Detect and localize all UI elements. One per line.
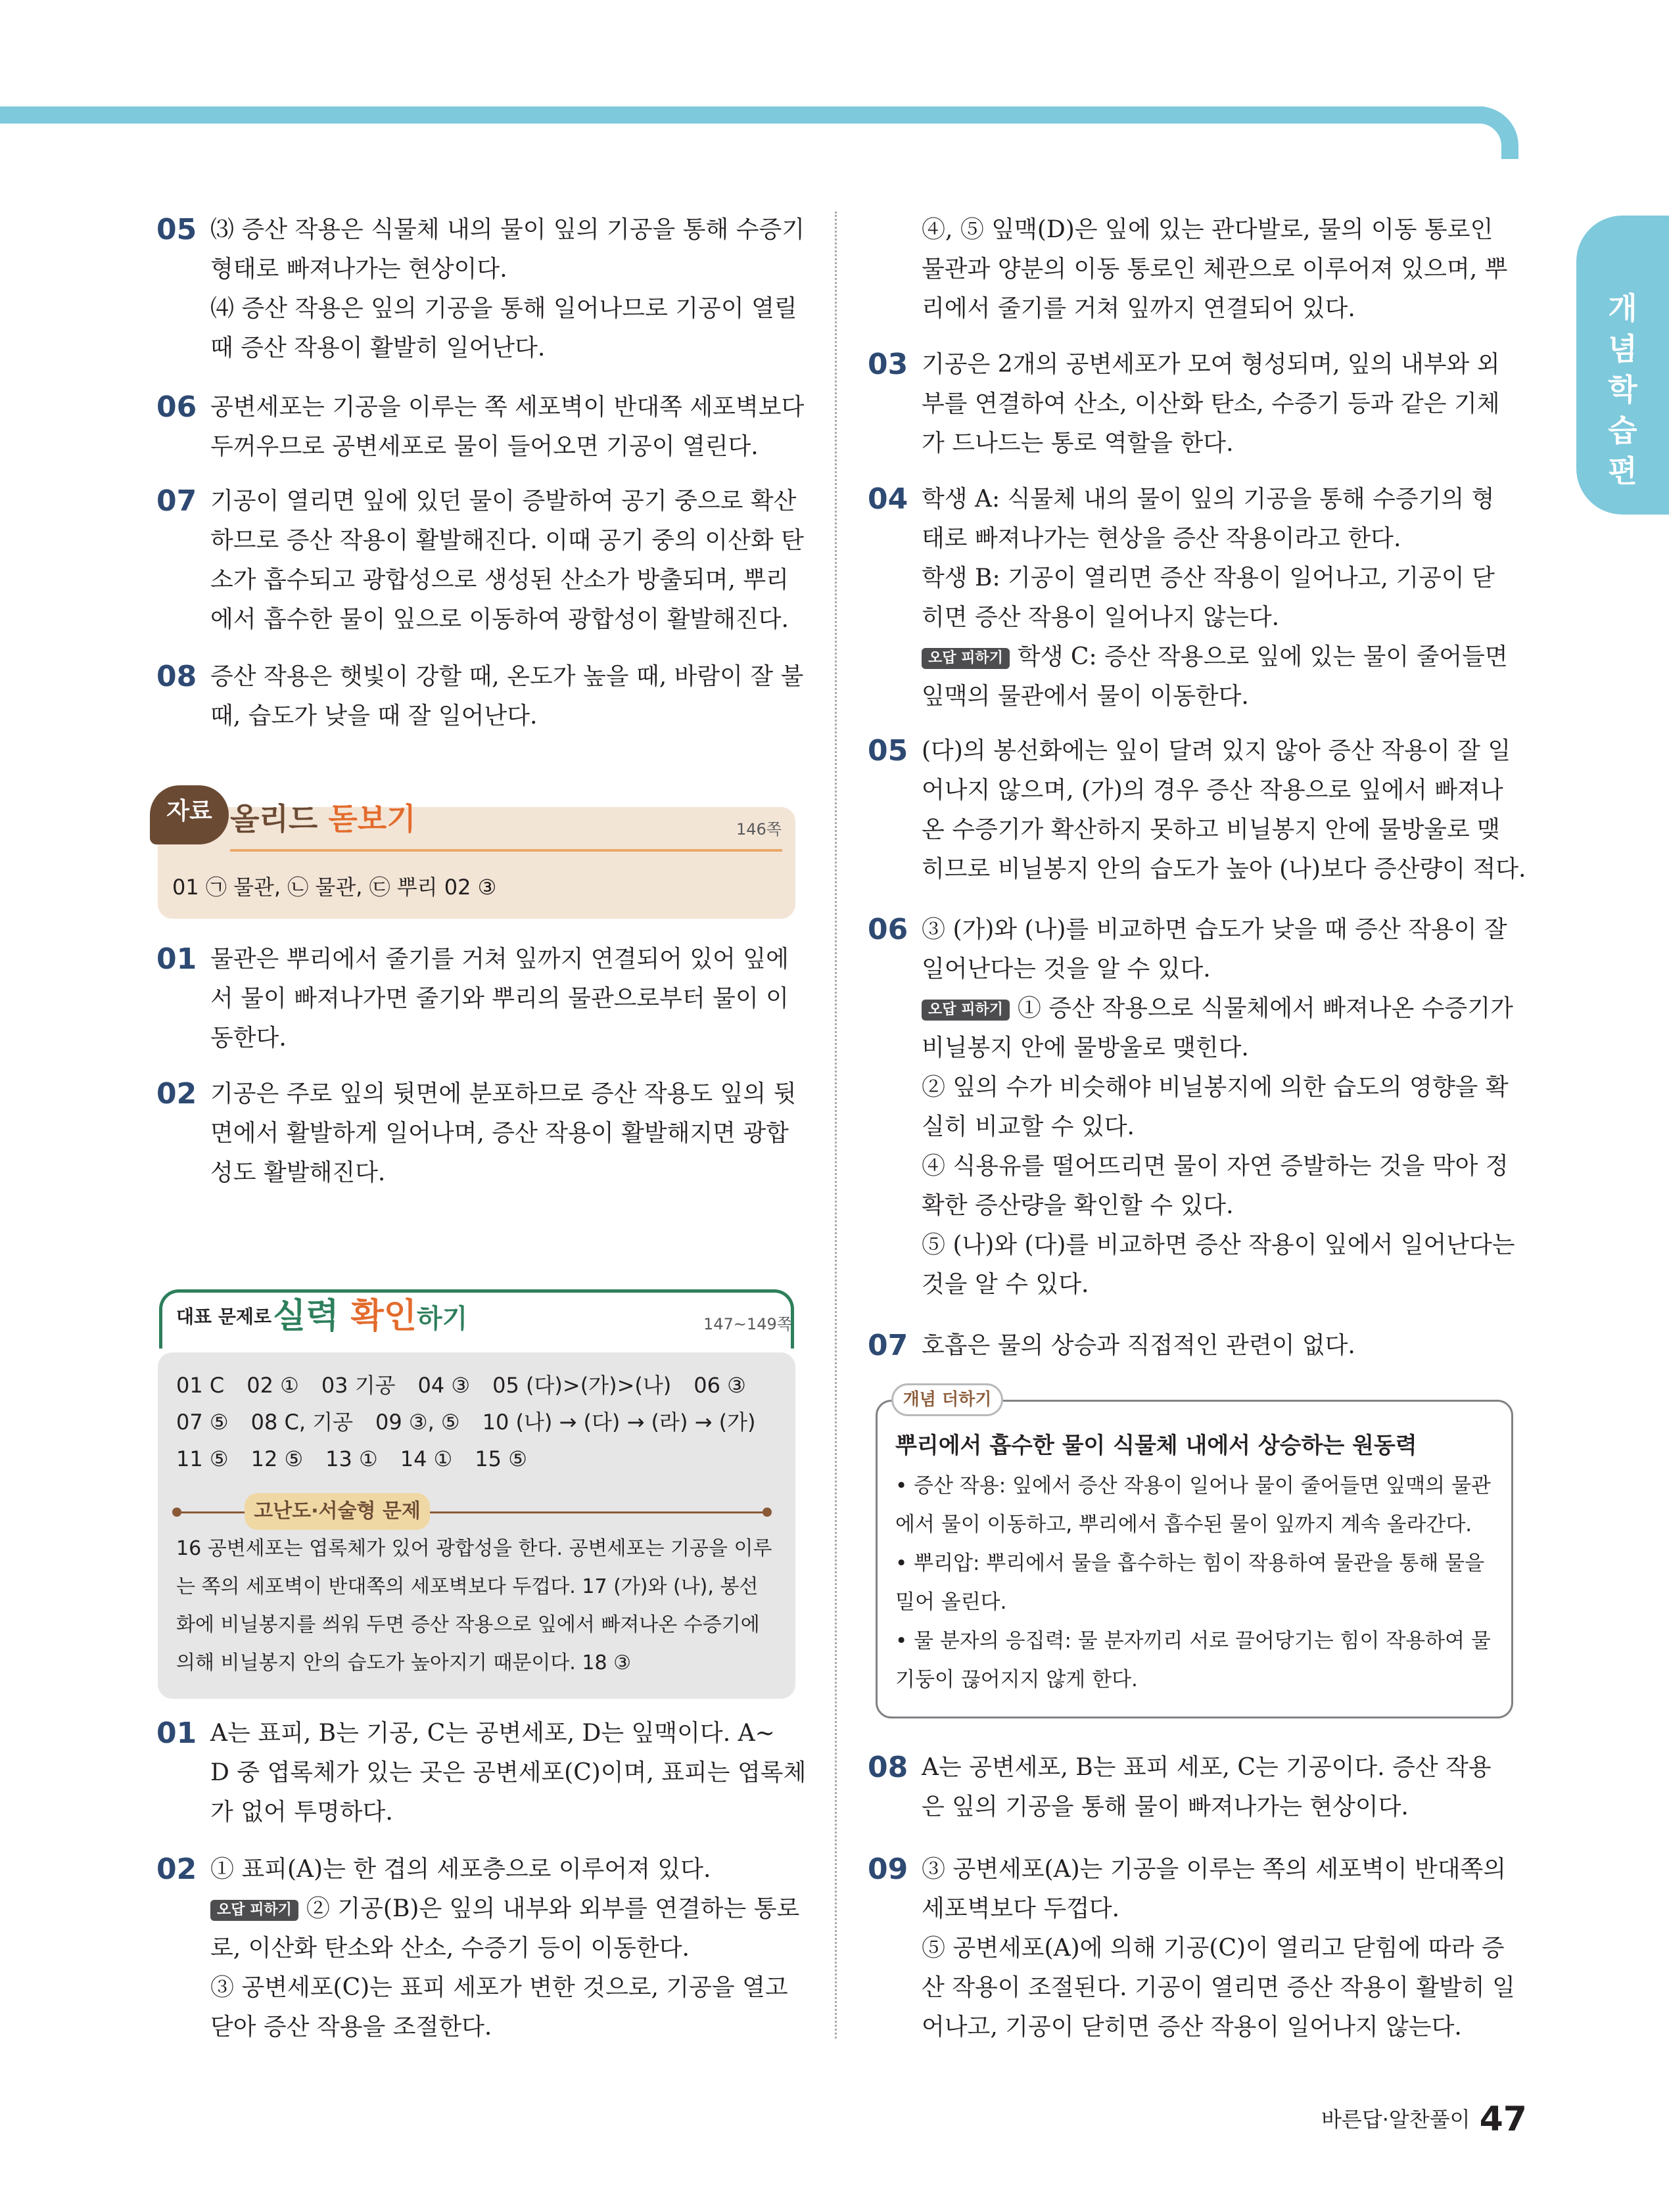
text-line: [922, 989, 1515, 1028]
box-title-part: 돋보기: [328, 801, 416, 837]
item-text: [922, 1326, 1355, 1366]
item-number: 05: [156, 213, 197, 246]
item-text: [922, 731, 1526, 889]
text-line: A는 표피, B는 기공, C는 공변세포, D는 잎맥이다. A~: [210, 1720, 775, 1747]
item-text: [210, 482, 804, 639]
answer-entry: 14 ①: [400, 1446, 453, 1471]
practice-box-label: 대표 문제로: [176, 1306, 271, 1327]
text-line: 서 물이 빠져나가면 줄기와 뿌리의 물관으로부터 물이 이: [210, 985, 789, 1012]
text-line: 소가 흡수되고 광합성으로 생성된 산소가 방출되며, 뿌리: [210, 566, 789, 593]
concept-plus-title: 뿌리에서 흡수한 물이 식물체 내에서 상승하는 원동력: [895, 1433, 1417, 1459]
text-line: 기둥이 끊어지지 않게 한다.: [895, 1668, 1138, 1692]
text-line: 공변세포는 기공을 이루는 쪽 세포벽이 반대쪽 세포벽보다: [210, 394, 805, 421]
page-footer: [1321, 2100, 1527, 2139]
text-line: 기공은 2개의 공변세포가 모여 형성되며, 잎의 내부와 외: [922, 351, 1500, 378]
text-line: (다)의 봉선화에는 잎이 달려 있지 않아 증산 작용이 잘 일: [922, 737, 1511, 764]
text-line: 화에 비닐봉지를 씌워 두면 증산 작용으로 잎에서 빠져나온 수증기에: [176, 1613, 760, 1636]
text-line: 에서 흡수한 물이 잎으로 이동하여 광합성이 활발해진다.: [210, 606, 789, 633]
answer-entry: 09 ③, ⑤: [375, 1410, 460, 1435]
text-line: 때, 습도가 낮을 때 잘 일어난다.: [210, 703, 538, 729]
text-line: 성도 활발해진다.: [210, 1159, 386, 1186]
text-line: 에서 물이 이동하고, 뿌리에서 흡수된 물이 잎까지 계속 올라간다.: [895, 1513, 1472, 1536]
item-text: [922, 1850, 1515, 2047]
answer-entry: 15 ⑤: [475, 1446, 527, 1471]
section-tab-char: 편: [1608, 453, 1637, 489]
section-tab-char: 학: [1608, 372, 1637, 407]
text-line: 히므로 비닐봉지 안의 습도가 높아 (나)보다 증산량이 적다.: [922, 856, 1526, 883]
answer-entry: 08 C, 기공: [250, 1410, 353, 1435]
item-text: [210, 657, 803, 736]
answer-entry: 02 ①: [247, 1373, 299, 1398]
text-line: ① 표피(A)는 한 겹의 세포층으로 이루어져 있다.: [210, 1856, 711, 1883]
item-text: [210, 1074, 796, 1193]
item-number: 06: [868, 913, 908, 946]
text-line: 어나고, 기공이 닫히면 증산 작용이 일어나지 않는다.: [922, 2014, 1462, 2040]
item-text: [922, 210, 1507, 329]
data-badge: 자료: [150, 785, 229, 844]
item-text: [210, 388, 804, 467]
text-line: 은 잎의 기공을 통해 물이 빠져나가는 현상이다.: [922, 1793, 1409, 1820]
text-line: ⑤ 공변세포(A)에 의해 기공(C)이 열리고 닫힘에 따라 증: [922, 1935, 1505, 1962]
text-line: ④ 식용유를 떨어뜨리면 물이 자연 증발하는 것을 막아 정: [922, 1153, 1509, 1180]
text-line: 로, 이산화 탄소와 산소, 수증기 등이 이동한다.: [210, 1935, 690, 1962]
page-reference: 147~149쪽: [703, 1315, 792, 1333]
text-line: 기공이 열리면 잎에 있던 물이 증발하여 공기 중으로 확산: [210, 488, 797, 515]
column-divider: [835, 212, 837, 2039]
answer-entry: 05 (다)>(가)>(나): [492, 1373, 672, 1398]
box-title-part: 확인: [350, 1297, 417, 1336]
text-line: [922, 637, 1508, 677]
descriptive-answers: [176, 1530, 772, 1682]
box-title: [230, 795, 416, 839]
item-number: 03: [868, 348, 908, 381]
wrong-answer-tag: 오답 피하기: [922, 1000, 1010, 1021]
page-number: 47: [1479, 2100, 1527, 2139]
text-line: • 뿌리압: 뿌리에서 물을 흡수하는 힘이 작용하여 물관을 통해 물을: [895, 1552, 1485, 1575]
text-line: 의해 비닐봉지 안의 습도가 높아지기 때문이다. 18 ③: [176, 1651, 631, 1674]
text-line: 닫아 증산 작용을 조절한다.: [210, 2014, 492, 2040]
text-line: ④, ⑤ 잎맥(D)은 잎에 있는 관다발로, 물의 이동 통로인: [922, 216, 1493, 243]
box-title-underline: [230, 849, 782, 852]
text-line: 비닐봉지 안에 물방울로 맺힌다.: [922, 1034, 1249, 1061]
text-line: 어나지 않으며, (가)의 경우 증산 작용으로 잎에서 빠져나: [922, 777, 1503, 804]
text-line: ③ (가)와 (나)를 비교하면 습도가 낮을 때 증산 작용이 잘: [922, 916, 1507, 943]
text-line: 때 증산 작용이 활발히 일어난다.: [210, 334, 546, 361]
text-line: ③ 공변세포(A)는 기공을 이루는 쪽의 세포벽이 반대쪽의: [922, 1856, 1507, 1883]
box-title-part: 올리드: [230, 801, 329, 837]
item-number: 01: [156, 942, 197, 976]
section-tab-label: [1576, 288, 1669, 492]
box-title-part: 하기: [417, 1304, 468, 1334]
text-line: 태로 빠져나가는 현상을 증산 작용이라고 한다.: [922, 525, 1401, 552]
item-number: 05: [868, 734, 908, 768]
text-line: 밀어 올린다.: [895, 1590, 1007, 1614]
text-line: 가 없어 투명하다.: [210, 1799, 393, 1826]
text-line: 면에서 활발하게 일어나며, 증산 작용이 활발해지면 광합: [210, 1120, 789, 1147]
text-span: ① 증산 작용으로 식물체에서 빠져나온 수증기가: [1017, 995, 1513, 1022]
item-text: [210, 1850, 799, 2047]
item-number: 07: [156, 484, 197, 518]
text-span: 학생 C: 증산 작용으로 잎에 있는 물이 줄어들면: [1017, 643, 1508, 670]
text-line: 가 드나드는 통로 역할을 한다.: [922, 430, 1234, 457]
top-header-bar: [0, 106, 1499, 124]
section-side-tab: [1576, 216, 1669, 515]
section-tab-char: 개: [1608, 290, 1637, 326]
text-line: 온 수증기가 확산하지 못하고 비닐봉지 안에 물방울로 맺: [922, 816, 1500, 843]
text-line: 호흡은 물의 상승과 직접적인 관련이 없다.: [922, 1332, 1355, 1359]
rule-dot: [763, 1508, 772, 1517]
text-line: 부를 연결하여 산소, 이산화 탄소, 수증기 등과 같은 기체: [922, 390, 1500, 417]
item-number: 01: [156, 1717, 197, 1750]
text-line: ⑶ 증산 작용은 식물체 내의 물이 잎의 기공을 통해 수증기: [210, 216, 805, 243]
answer-entry: 04 ③: [417, 1373, 471, 1398]
item-text: [210, 1714, 806, 1832]
text-line: 것을 알 수 있다.: [922, 1271, 1089, 1298]
item-text: [922, 480, 1508, 716]
wrong-answer-tag: 오답 피하기: [922, 648, 1010, 669]
answer-entry: 03 기공: [321, 1373, 396, 1398]
wrong-answer-tag: 오답 피하기: [210, 1900, 298, 1921]
text-line: ⑤ (나)와 (다)를 비교하면 증산 작용이 잎에서 일어난다는: [922, 1232, 1515, 1258]
text-line: 기공은 주로 잎의 뒷면에 분포하므로 증산 작용도 잎의 뒷: [210, 1080, 797, 1107]
text-line: 물관은 뿌리에서 줄기를 거쳐 잎까지 연결되어 있어 잎에: [210, 946, 789, 973]
text-line: 잎맥의 물관에서 물이 이동한다.: [922, 683, 1249, 710]
item-number: 04: [868, 482, 908, 516]
text-line: 두꺼우므로 공변세포로 물이 들어오면 기공이 열린다.: [210, 433, 759, 460]
item-text: [922, 1748, 1492, 1827]
text-line: 형태로 빠져나가는 현상이다.: [210, 256, 507, 283]
text-span: ② 기공(B)은 잎의 내부와 외부를 연결하는 통로: [306, 1895, 800, 1922]
item-number: 02: [156, 1077, 197, 1111]
top-header-bar-corner: [1479, 106, 1518, 159]
text-line: 16 공변세포는 엽록체가 있어 광합성을 한다. 공변세포는 기공을 이루: [176, 1537, 772, 1560]
text-line: 물관과 양분의 이동 통로인 체관으로 이루어져 있으며, 뿌: [922, 256, 1508, 283]
text-line: ③ 공변세포(C)는 표피 세포가 변한 것으로, 기공을 열고: [210, 1974, 788, 2001]
concept-plus-body: [895, 1467, 1491, 1699]
answer-row: [176, 1440, 778, 1477]
item-text: [210, 210, 805, 368]
item-text: [922, 910, 1515, 1304]
item-number: 09: [868, 1853, 908, 1886]
text-line: • 증산 작용: 잎에서 증산 작용이 일어나 물이 줄어들면 잎맥의 물관: [895, 1474, 1491, 1498]
text-line: [210, 1889, 799, 1929]
item-number: 08: [868, 1751, 908, 1784]
text-line: 히면 증산 작용이 일어나지 않는다.: [922, 604, 1280, 631]
subsection-badge: 고난도·서술형 문제: [245, 1493, 430, 1530]
answer-entry: 01 C: [176, 1373, 225, 1398]
item-number: 08: [156, 660, 197, 693]
text-line: 일어난다는 것을 알 수 있다.: [922, 956, 1211, 982]
box-title-part: 실력: [273, 1297, 351, 1336]
text-line: A는 공변세포, B는 표피 세포, C는 기공이다. 증산 작용: [922, 1754, 1492, 1781]
text-line: 실히 비교할 수 있다.: [922, 1113, 1135, 1140]
item-number: 07: [868, 1329, 908, 1362]
text-line: D 중 엽록체가 있는 곳은 공변세포(C)이며, 표피는 엽록체: [210, 1759, 807, 1786]
text-line: 하므로 증산 작용이 활발해진다. 이때 공기 중의 이산화 탄: [210, 527, 804, 554]
answer-entry: 11 ⑤: [176, 1446, 229, 1471]
footer-label: 바른답·알찬풀이: [1321, 2107, 1470, 2132]
practice-answer-rows: [176, 1367, 778, 1477]
answer-row: [176, 1367, 778, 1404]
text-line: 동한다.: [210, 1025, 287, 1051]
text-line: 세포벽보다 두껍다.: [922, 1895, 1120, 1922]
answer-entry: 10 (나) → (다) → (라) → (가): [482, 1410, 756, 1435]
answer-entry: 07 ⑤: [176, 1410, 229, 1435]
item-number: 06: [156, 390, 197, 424]
item-text: [922, 345, 1500, 463]
text-line: 산 작용이 조절된다. 기공이 열리면 증산 작용이 활발히 일: [922, 1974, 1515, 2001]
text-line: ⑷ 증산 작용은 잎의 기공을 통해 일어나므로 기공이 열릴: [210, 295, 797, 322]
concept-plus-badge: 개념 더하기: [891, 1383, 1003, 1416]
text-line: 확한 증산량을 확인할 수 있다.: [922, 1192, 1234, 1219]
page-reference: 146쪽: [736, 820, 782, 839]
section-tab-char: 념: [1608, 331, 1637, 367]
answer-entry: 12 ⑤: [250, 1446, 304, 1471]
practice-box-title: [273, 1288, 467, 1337]
text-line: 증산 작용은 햇빛이 강할 때, 온도가 높을 때, 바람이 잘 불: [210, 663, 804, 690]
text-line: 학생 A: 식물체 내의 물이 잎의 기공을 통해 수증기의 형: [922, 486, 1495, 513]
answer-entry: 13 ①: [325, 1446, 378, 1471]
text-line: • 물 분자의 응집력: 물 분자끼리 서로 끌어당기는 힘이 작용하여 물: [895, 1629, 1491, 1653]
text-line: 리에서 줄기를 거쳐 잎까지 연결되어 있다.: [922, 295, 1355, 322]
text-line: ② 잎의 수가 비슷해야 비닐봉지에 의한 습도의 영향을 확: [922, 1074, 1509, 1101]
item-number: 02: [156, 1853, 197, 1886]
answer-row: [176, 1404, 778, 1440]
item-text: [210, 940, 789, 1058]
section-tab-char: 습: [1608, 413, 1637, 448]
answer-entry: 06 ③: [693, 1373, 746, 1398]
box-answers: 01 ㉠ 물관, ㉡ 물관, ㉢ 뿌리 02 ③: [172, 875, 497, 900]
text-line: 는 쪽의 세포벽이 반대쪽의 세포벽보다 두껍다. 17 (가)와 (나), 봉선: [176, 1575, 759, 1598]
rule-dot: [172, 1508, 181, 1517]
text-line: 학생 B: 기공이 열리면 증산 작용이 일어나고, 기공이 닫: [922, 565, 1495, 591]
